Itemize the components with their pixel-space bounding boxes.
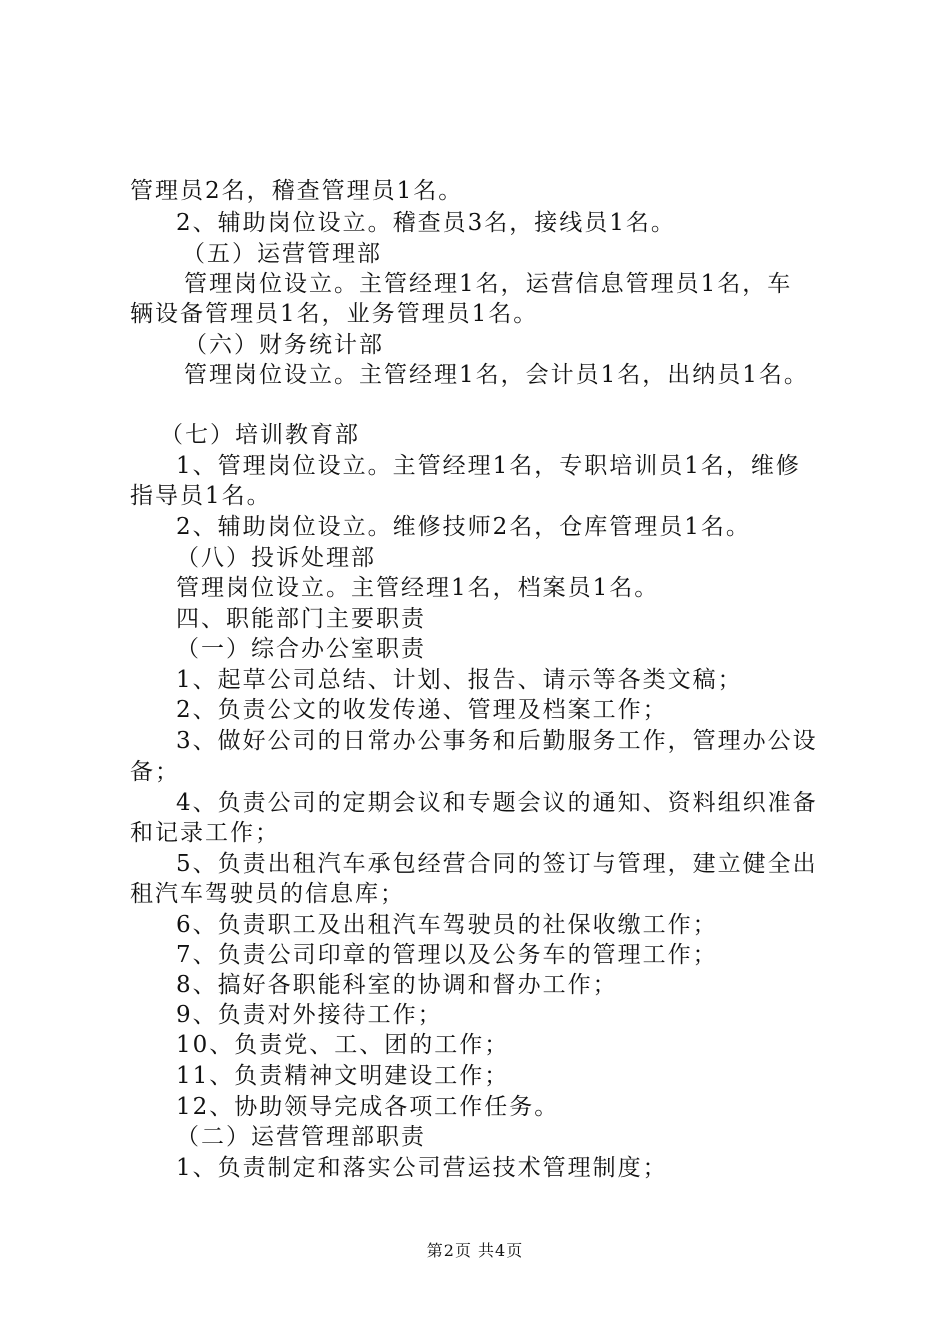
text-line: 2、辅助岗位设立。维修技师2名，仓库管理员1名。 bbox=[176, 514, 751, 540]
list-item-continued: 备； bbox=[130, 759, 180, 785]
list-item: 3、做好公司的日常办公事务和后勤服务工作，管理办公设 bbox=[176, 728, 818, 754]
list-item: 6、负责职工及出租汽车驾驶员的社保收缴工作； bbox=[176, 912, 718, 938]
list-item: 2、负责公文的收发传递、管理及档案工作； bbox=[176, 697, 668, 723]
list-item: 11、负责精神文明建设工作； bbox=[176, 1063, 510, 1089]
list-item: 4、负责公司的定期会议和专题会议的通知、资料组织准备 bbox=[176, 790, 818, 816]
section-heading: （八）投诉处理部 bbox=[176, 545, 376, 571]
list-item: 5、负责出租汽车承包经营合同的签订与管理，建立健全出 bbox=[176, 851, 818, 877]
section-heading: 四、职能部门主要职责 bbox=[176, 606, 426, 632]
section-heading: （二）运营管理部职责 bbox=[176, 1124, 426, 1150]
list-item: 1、负责制定和落实公司营运技术管理制度； bbox=[176, 1155, 668, 1181]
text-line: 管理岗位设立。主管经理1名，会计员1名，出纳员1名。 bbox=[184, 362, 809, 388]
text-line: 辆设备管理员1名，业务管理员1名。 bbox=[130, 301, 539, 327]
list-item: 10、负责党、工、团的工作； bbox=[176, 1032, 510, 1058]
section-heading: （五）运营管理部 bbox=[182, 241, 382, 267]
list-item: 9、负责对外接待工作； bbox=[176, 1002, 443, 1028]
list-item: 12、协助领导完成各项工作任务。 bbox=[176, 1094, 560, 1120]
text-line: 指导员1名。 bbox=[130, 483, 272, 509]
text-line: 1、管理岗位设立。主管经理1名，专职培训员1名，维修 bbox=[176, 453, 801, 479]
list-item: 1、起草公司总结、计划、报告、请示等各类文稿； bbox=[176, 667, 743, 693]
section-heading: （七）培训教育部 bbox=[160, 422, 360, 448]
list-item: 8、搞好各职能科室的协调和督办工作； bbox=[176, 972, 618, 998]
section-heading: （六）财务统计部 bbox=[184, 332, 384, 358]
section-heading: （一）综合办公室职责 bbox=[176, 636, 426, 662]
list-item: 7、负责公司印章的管理以及公务车的管理工作； bbox=[176, 942, 718, 968]
list-item-continued: 和记录工作； bbox=[130, 820, 280, 846]
list-item-continued: 租汽车驾驶员的信息库； bbox=[130, 881, 405, 907]
text-line: 2、辅助岗位设立。稽查员3名，接线员1名。 bbox=[176, 210, 676, 236]
text-line: 管理员2名，稽查管理员1名。 bbox=[130, 178, 464, 204]
text-line: 管理岗位设立。主管经理1名，档案员1名。 bbox=[176, 575, 660, 601]
text-line: 管理岗位设立。主管经理1名，运营信息管理员1名，车 bbox=[184, 271, 793, 297]
page-footer: 第2页 共4页 bbox=[426, 1241, 524, 1260]
